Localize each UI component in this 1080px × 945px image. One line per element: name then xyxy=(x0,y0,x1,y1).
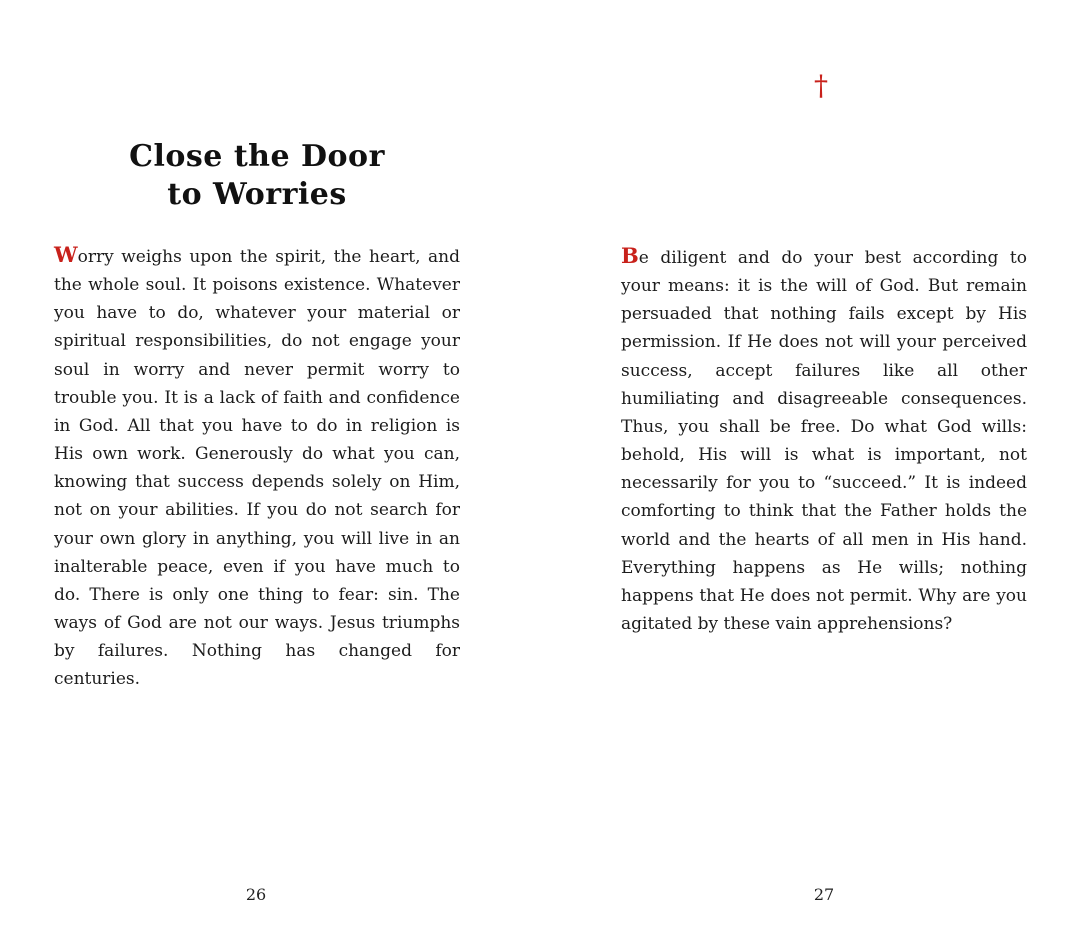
left-body-text: orry weighs upon the spirit, the heart, and the whole soul. It poisons existence. Whatever you have to do, whatever your material or spiritual responsibilities, do not engage your soul in worry and never permit worry to trouble you. It is a lack of faith and confidence in God. All that you have to do in religion is His own work. Generously do what you can, knowing that success depends solely on Him, not on your abilities. If you do not search for your own glory in anything, you will live in an inalterable peace, even if you have much to do. There is only one thing to fear: sin. The ways of God are not our ways. Jesus triumphs by failures. Nothing has changed for centuries. xyxy=(54,247,460,690)
left-page xyxy=(54,0,460,945)
page-number-right: 27 xyxy=(813,885,835,904)
chapter-title xyxy=(54,138,460,214)
right-body-text: e diligent and do your best according to your means: it is the will of God. But remain persuaded that nothing fails except by His permission. If He does not will your perceived success, accept failures like all other humiliating and disagreeable consequences. Thus, you shall be free. Do what God wills: behold, His will is what is important, not necessarily for you to “succeed.” It is indeed comforting to think that the Father holds the world and the hearts of all men in His hand. Everything happens as He wills; nothing happens that He does not permit. Why are you agitated by these vain apprehensions? xyxy=(621,248,1027,635)
left-body-paragraph xyxy=(54,241,460,694)
drop-cap: B xyxy=(621,243,639,268)
right-page xyxy=(621,0,1027,945)
right-body-paragraph xyxy=(621,242,1027,638)
chapter-title-line-1: Close the Door xyxy=(129,139,385,174)
drop-cap: W xyxy=(54,242,78,267)
page-number-left: 26 xyxy=(245,885,267,904)
cross-ornament-icon: † xyxy=(814,69,828,102)
chapter-title-line-2: to Worries xyxy=(167,177,347,212)
